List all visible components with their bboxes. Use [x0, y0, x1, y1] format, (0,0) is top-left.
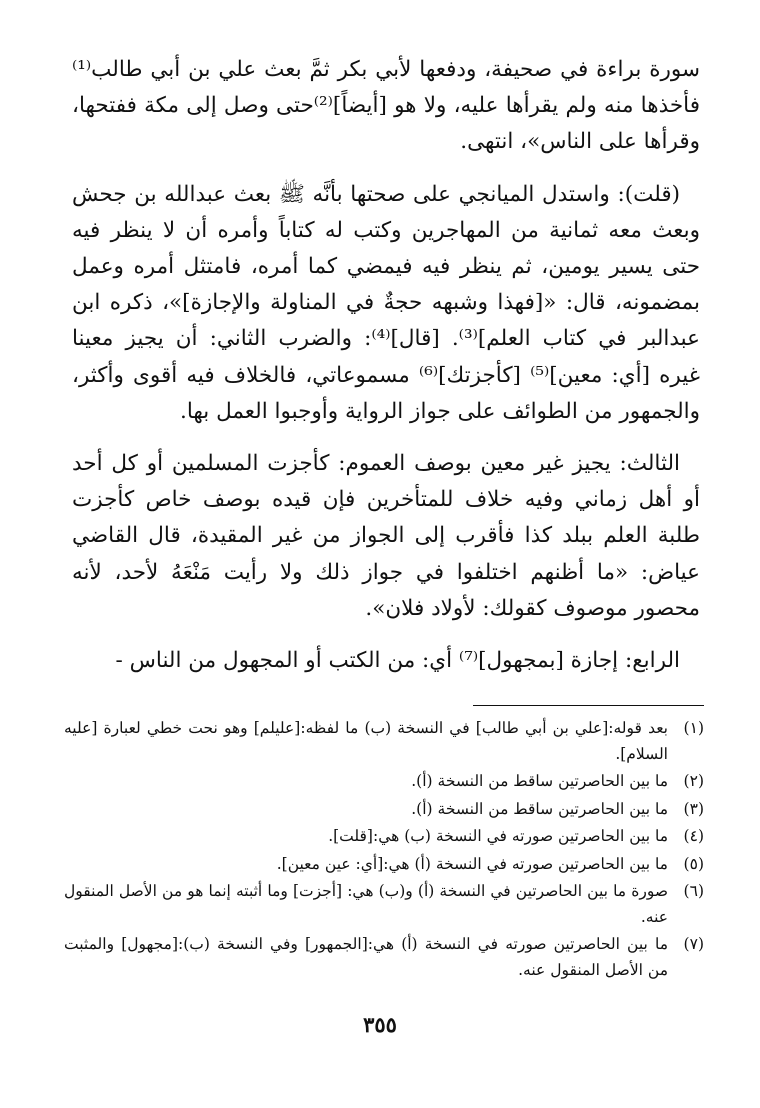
footnotes [64, 716, 704, 985]
footnote-text: ما بين الحاصرتين صورته في النسخة (أ) هي:[الجمهور] وفي النسخة (ب):[مجهول] والمثبت من الأصل المنقول عنه. [64, 935, 668, 979]
footnote-number: (٢) [683, 772, 704, 790]
footnote-item [64, 932, 704, 983]
main-text [72, 52, 700, 679]
footnote-text: بعد قوله:[علي بن أبي طالب] في النسخة (ب) ما لفظه:[عليلم] وهو نحت خطي لعبارة [عليه السلام]. [64, 719, 668, 763]
footnote-number: (٦) [683, 882, 704, 900]
footnote-text: ما بين الحاصرتين ساقط من النسخة (أ). [411, 799, 668, 818]
paragraph-2: (قلت): واستدل الميانجي على صحتها بأنَّه ﷺ بعث عبدالله بن جحش وبعث معه ثمانية من المهاجرين وكتب له كتاباً وأمره أن لا ينظر فيه حتى يسير يومين، ثم ينظر فيه فيمضي كما أمره، فامتثل أمره وعمل بمضمونه، قال: «[فهذا وشبهه حجةٌ في المناولة والإجازة]»، ذكره ابن عبدالبر في كتاب العلم]⁽³⁾. [قال]⁽⁴⁾: والضرب الثاني: أن يجيز معينا غيره [أي: معين]⁽⁵⁾ [كأجزتك]⁽⁶⁾ مسموعاتي، فالخلاف فيه أقوى وأكثر، والجمهور من الطوائف على جواز الرواية وأوجبوا العمل بها. [72, 181, 701, 424]
footnote-item [64, 797, 704, 823]
footnote-number: (٧) [683, 935, 704, 953]
footnote-text: صورة ما بين الحاصرتين في النسخة (أ) و(ب) هي: [أجزت] وما أثبته إنما هو من الأصل المنقول عنه. [64, 882, 668, 926]
footnote-number: (٤) [683, 827, 704, 845]
paragraph-1: سورة براءة في صحيفة، ودفعها لأبي بكر ثمَّ بعث علي بن أبي طالب⁽¹⁾ فأخذها منه ولم يقرأها عليه، ولا هو [أيضاً]⁽²⁾حتى وصل إلى مكة ففتحها، وقرأها على الناس»، انتهى. [72, 57, 700, 155]
footnote-item [64, 716, 704, 767]
page-number: ٣٥٥ [363, 1012, 397, 1037]
footnote-number: (٣) [683, 799, 704, 818]
footnote-item [64, 824, 704, 850]
footnote-text: ما بين الحاصرتين صورته في النسخة (ب) هي:[قلت]. [328, 827, 668, 845]
paragraph-4: الرابع: إجازة [بمجهول]⁽⁷⁾ أي: من الكتب أو المجهول من الناس - [115, 648, 680, 674]
paragraph-3: الثالث: يجيز غير معين بوصف العموم: كأجزت المسلمين أو كل أحد أو أهل زماني وفيه خلاف للمتأخرين فإن قيده بوصف خاص كأجزت طلبة العلم ببلد كذا فأقرب إلى الجواز من غير المقيدة، قال القاضي عياض: «ما أظنهم اختلفوا في جواز ذلك ولا رأيت مَنْعَهُ لأحد، لأنه محصور موصوف كقولك: لأولاد فلان». [72, 451, 700, 621]
footnote-item [64, 879, 704, 930]
footnote-number: (١) [683, 719, 704, 737]
footnote-text: ما بين الحاصرتين صورته في النسخة (أ) هي:[أي: عين معين]. [276, 854, 668, 873]
footnote-item [64, 769, 704, 795]
footnote-number: (٥) [683, 854, 704, 873]
footnote-item [64, 852, 704, 878]
footnote-text: ما بين الحاصرتين ساقط من النسخة (أ). [411, 772, 668, 790]
footnote-divider [473, 705, 704, 706]
